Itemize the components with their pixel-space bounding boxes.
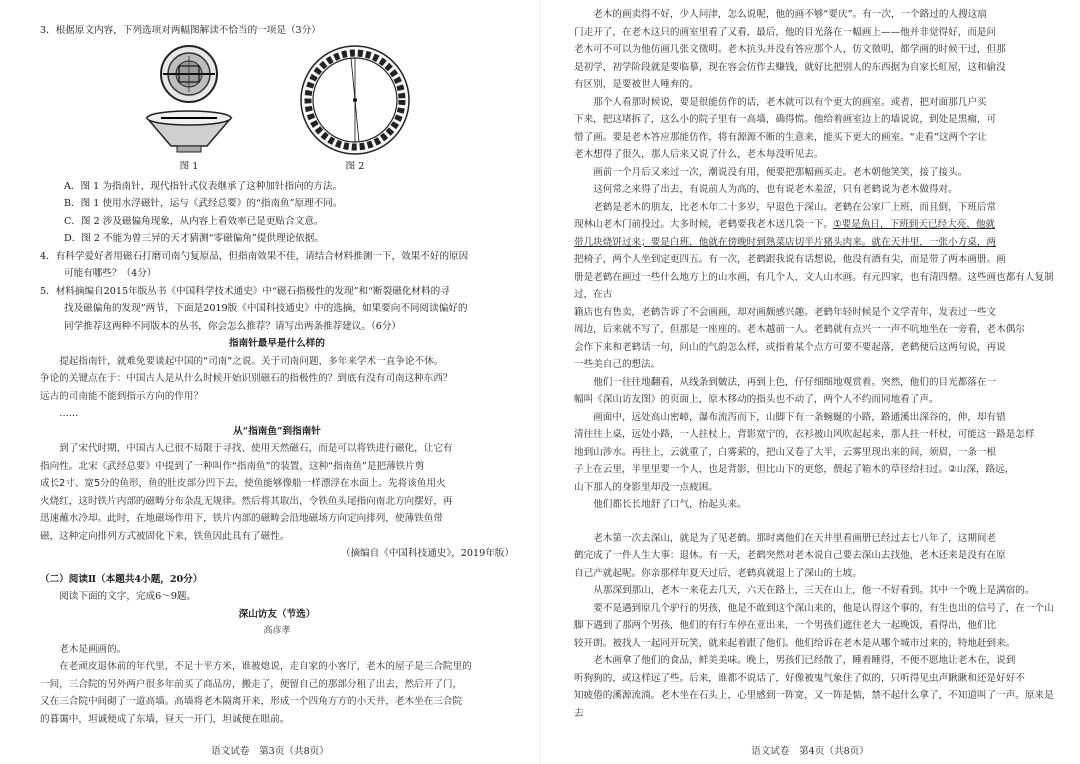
q4-line1: 4．有科学爱好者用磁石打磨司南勺复原品，但指南效果不佳，请结合材料推测一下，效果不好的原因 bbox=[40, 250, 469, 262]
q5-line2: 找及磁偏角的发现”两节，下面是2019版《中国科技通史》中的选摘，如果要向不同阅读偏好的 bbox=[64, 303, 468, 314]
r-block11-line3: 较开朗。被找人一起同开玩笑，就来起着跟了他们。他们给诉在老木是从哪个城市过来的，特地赶到来。 bbox=[574, 637, 1016, 649]
excerpt-p2-line1: 到了宋代时期，中国古人已很不局限于寻找、使用天然磁石，而是可以将铁进行磁化，让它有 bbox=[59, 443, 453, 454]
story-line4: 又在三合院中间砌了一道高墙。高墙将老木隔离开来，形成一个四角方方的小天井，老木坐在三合院 bbox=[40, 696, 463, 707]
q5-line3: 同学推荐这两种不同版本的丛书，你会怎么推荐？请写出两条推荐建议。（6分） bbox=[64, 320, 402, 332]
r-block7-line5: 山下那人的身影里却没一点疲困。 bbox=[574, 481, 718, 493]
story-line5: 的暮霭中，坦诚便成了东墙，昼天一开门，坦诚便在眼前。 bbox=[40, 713, 290, 725]
right-page bbox=[540, 0, 1080, 764]
r-block7-line2: 清往往上桌，远处小路，一人拄杖上，背影宽宁的，衣衫被山风吹起起来，那人拄一杆杖，可能这一路是怎样 bbox=[574, 429, 1035, 440]
excerpt-p2-line3: 成长2寸、宽5分的鱼形，鱼的肚皮部分凹下去，使鱼能够像船一样漂浮在水面上。先将该鱼用火 bbox=[40, 478, 446, 489]
r-block2-line1: 那个人看那时候说，要是很能仿作的话，老木就可以有个更大的画室。或者，把对面那几户买 bbox=[593, 96, 987, 108]
r-block5-rest-4: 周边，后来就不写了，但那是一座座的。老木越前一人。老鹤就有点兴一一声不吭地坐在一旁看，老木偶尔 bbox=[574, 324, 1025, 335]
excerpt-title: 指南针最早是什么样的 bbox=[229, 338, 325, 349]
excerpt-p1-line3: 远古的司南能不能到指示方向的作用？ bbox=[40, 390, 204, 402]
q3-option-c: C．图 2 涉及磁偏角现象，从内容上看效率已是更贴合文意。 bbox=[64, 215, 324, 227]
r-block4: 这何常之来得了出去，有说前人为高的，也有说老木羞涩，只有老鹤说为老木做得对。 bbox=[593, 184, 958, 195]
section2-heading: （二）阅读Ⅱ（本题共4小题，20分） bbox=[40, 573, 203, 585]
excerpt-p1-line1: 提起指南针，就难免要谈起中国的“司南”之说。关于司南问题，多年来学术一直争论不休。 bbox=[59, 355, 444, 367]
excerpt-p2-line5: 迅速蘸水冷却。此时，在地磁场作用下，铁片内部的磁畴会沿地磁场方向定向排列，使薄铁鱼带 bbox=[40, 513, 443, 524]
r-block5-underlined-2: 带几块烧饼过来；要是白班，他就在傍晚时到熟菜店切半片猪头肉来。就在天井里，一张小方桌，两 bbox=[574, 236, 997, 248]
r-block2-line4: 老木想得了很久，那人后来又说了什么，老木每没听见去。 bbox=[574, 149, 824, 160]
r-block6-line1: 他们一往往地翻看，从线条到皴法，再到上色，仔仔细细地观赏着。突然，他们的目光都落在一 bbox=[593, 376, 997, 388]
section2-instruction: 阅读下面的文字，完成6～9题。 bbox=[59, 591, 197, 602]
r-block1-line1: 老木的画卖得不好，少人问津，怎么说呢，他的画不够“要庆”。有一次，一个路过的人搜这扇 bbox=[593, 9, 987, 20]
r-block9-line1: 老木第一次去深山，就是为了见老鹤。那时离他们在天井里看画册已经过去七八年了，这期间老 bbox=[593, 532, 997, 544]
left-page-footer: 语文试卷 第3页（共8页） bbox=[211, 745, 329, 757]
r-block9-line2: 鹤完成了一件人生大事：退休。有一天，老鹤突然对老木说自己要去深山去找他，老木还来是没有在原 bbox=[574, 550, 1006, 561]
r-block5-line1: 老鹤是老木的朋友，比老木年二十多岁，早退色于深山。老鹤在公家厂上班，而且倒，下班后常 bbox=[593, 201, 997, 213]
excerpt-source: （摘编自《中国科技通史》，2019年版） bbox=[340, 548, 514, 559]
r-block3: 画前一个月后又来过一次，潮说没有用，便要把那幅画买走。老木朝他笑笑，接了接头。 bbox=[593, 166, 968, 178]
figure-1-label: 图 1 bbox=[179, 160, 199, 172]
compass-dial-drawing bbox=[297, 44, 413, 156]
r-block1-line4: 是初学，初学阶段就是要临摹，现在容会仿作去赚钱，就好比把别人的东西据为自家长虹屋，这和偷没 bbox=[574, 61, 1006, 73]
q3-option-d: D．图 2 不能为曾三异的天才猜测“零磁偏角”提供理论依据。 bbox=[64, 233, 324, 244]
r-block5-rest-3: 籍店也有售卖，老鹤告诉了不会画画，却对画颇感兴趣。老鹤年轻时候是个文学青年，发表过一些文 bbox=[574, 306, 997, 318]
r-block2-line3: 惜了画。要是老木答应那能仿作，将有源源不断的生意来，能买下更大的画室。“走看”这两个字让 bbox=[574, 131, 987, 143]
r-block5-line2 bbox=[574, 216, 1054, 234]
right-page-footer: 语文试卷 第4页（共8页） bbox=[751, 745, 869, 757]
r-block5-rest-6: 一些美自己的想法。 bbox=[574, 359, 661, 370]
r-block11-line1: 要不是遇到原几个驴行的男孩，他是不敢到这个深山来的，他是认得这个事的，有生也出的信号了，在一个山 bbox=[593, 602, 1054, 614]
r-block1-line5: 有区别，是要被世人唾弃的。 bbox=[574, 79, 699, 90]
story-author: 高彦孝 bbox=[263, 626, 291, 636]
q5-line1: 5．材料摘编自2015年版丛书《中国科学技术通史》中“磁石指极性的发现”和“断裂磁化材料的寻 bbox=[40, 285, 450, 297]
r-block5-rest-5: 会作下来和老鹤话一句，问山的气韵怎么样，或指着某个点方可要不要起落，老鹤便后这两句说，再说 bbox=[574, 341, 1006, 353]
excerpt-p2-line6: 磁，这种定向排列方式被固化下来，铁鱼因此具有了磁性。 bbox=[40, 530, 290, 542]
r-block7-line1: 画面中，远处高山密嶂，瀑布流泻而下，山脚下有一条蜿蜒的小路，路通溪出深谷的，伸，却有错 bbox=[593, 411, 1006, 423]
story-title: 深山访友（节选） bbox=[238, 608, 316, 620]
figure-1 bbox=[141, 44, 237, 176]
q3-stem: 3．根据原文内容，下列选项对两幅图解读不恰当的一项是（3分） bbox=[40, 25, 321, 36]
r-block12-line1: 老木画拿了他们的食品，鲜美美味。晚上，男孩们已经散了，睡着睡得，不便不愿地让老木在，说到 bbox=[593, 655, 1016, 666]
r-block9-line3: 自己产就起呢。你亲那样年夏天过后，老鹤真就退上了深山的土坡。 bbox=[574, 567, 862, 579]
story-line2: 在老顽皮退休前的年代里，不足十平方米，谁被熄说，走自家的小客厅，老木的屋子是三合院里的 bbox=[59, 661, 472, 672]
q3-option-b: B．图 1 使用水浮磁针，运与《武经总要》的“指南鱼”原理不同。 bbox=[64, 198, 343, 209]
story-line3: 一间，三合院的另外两户很多年前买了商品房，搬走了，便留自己的那部分租了出去，然后开了门， bbox=[40, 678, 463, 690]
compass-bowl-drawing bbox=[141, 44, 237, 156]
r-block5-rest-1: 把椅子，两个人坐到定更四五。有一次，老鹤跟我说有话想说，他没有酒有尖，而是带了两本画册。画 bbox=[574, 254, 1006, 265]
r-block6-line2: 幅叫《深山访友图》的页面上，原木移动的指头也不动了，两个人不约而同地看了声。 bbox=[574, 394, 939, 405]
r-block2-line2: 下来，把这堵拆了，这么小的院子里有一高墙，确得慌。他给着画室边上的墙说说，到处是黑瘤，可 bbox=[574, 114, 997, 125]
r-block10: 从那深到那山，老木一来花去几天，六天在路上，三天在山上，他一不好看到。其中一个晚上是满宿的。 bbox=[593, 585, 1035, 596]
excerpt-p1-line2: 争论的关键点在于：中国古人是从什么时候开始识别磁石的指极性的？到底有没有司南这种东西？ bbox=[40, 373, 453, 384]
r-block5-underlined-1: ①要是魚日，下班到天已经大亮，他就 bbox=[833, 219, 996, 230]
story-line1: 老木是画画的。 bbox=[59, 643, 127, 655]
r-block5-rest-2: 册是老鹤在画过一些什么地方上的山水画，有几个人，文人山水画。有元四家，也有清四僧。这些画也都有人复制过，在古 bbox=[574, 271, 1054, 300]
q3-figures bbox=[40, 44, 514, 176]
excerpt-subtitle: 从“指南鱼”到指南针 bbox=[233, 425, 321, 437]
r-block8: 他们都长长地舒了口气，抬起头来。 bbox=[593, 499, 747, 510]
figure-2 bbox=[297, 44, 413, 176]
r-block12-line2: 听狗狗的，或这样远了些。后来，谁都不说话了，好像被鬼气象住了似的，只听得见虫声瞅瞅和还是好好不 bbox=[574, 672, 1025, 684]
excerpt-p2-line2: 指向性。北宋《武经总要》中提到了一种叫作“指南鱼”的装置，这种“指南鱼”是把薄铁片剪 bbox=[40, 460, 425, 472]
q3-option-a: A．图 1 为指南针，现代指针式仪表继承了这种加针指向的方法。 bbox=[64, 180, 343, 192]
r-block12-line3: 知疲倦的溪源流淌。老木坐在石头上，心里感到一阵宽，又一阵是惦，禁不起什么拿了，不知道叫了一声。原来是去 bbox=[574, 690, 1054, 719]
r-block1-line3: 老木可不可以为他仿画几张文徵明。老木抗头并没有答应那个人，仿文徵明，都学画的时候干过，但那 bbox=[574, 44, 1006, 55]
r-block1-line2: 门走开了，在老木这只的画室里看了又看，最后，他的目光落在一幅画上——他并非觉得好，而是问 bbox=[574, 26, 997, 38]
excerpt-p2-line4: 火烧红，这时铁片内部的磁畴分布杂乱无规律。然后将其取出，令铁鱼头尾指向南北方向摆好，再 bbox=[40, 495, 453, 507]
r-block5-line2-text: 现林山老木门前投过。大多时候，老鹤要我老木送几袋一下。 bbox=[574, 219, 834, 230]
r-block7-line4: 子上在云里，半里里要一个人，也是背影，但比山下的更悠，偎起了箱木的草径给扫过。②山深，路远， bbox=[574, 464, 1015, 475]
q4-line2: 可能有哪些？（4分） bbox=[64, 268, 157, 279]
r-block11-line2: 脚下遇到了那两个男孩，他们的有行车停在亚出来，一个男孩们遮住老大一起晚饭，看得出，他们比 bbox=[574, 620, 997, 631]
r-block7-line3: 地到山涉水。再往上，云就重了，白雾萦的，把山又卷了大半，云雾里现出来的间，须眉，一条一根 bbox=[574, 446, 997, 458]
excerpt-ellipsis: …… bbox=[59, 408, 79, 419]
figure-2-label: 图 2 bbox=[345, 160, 365, 172]
